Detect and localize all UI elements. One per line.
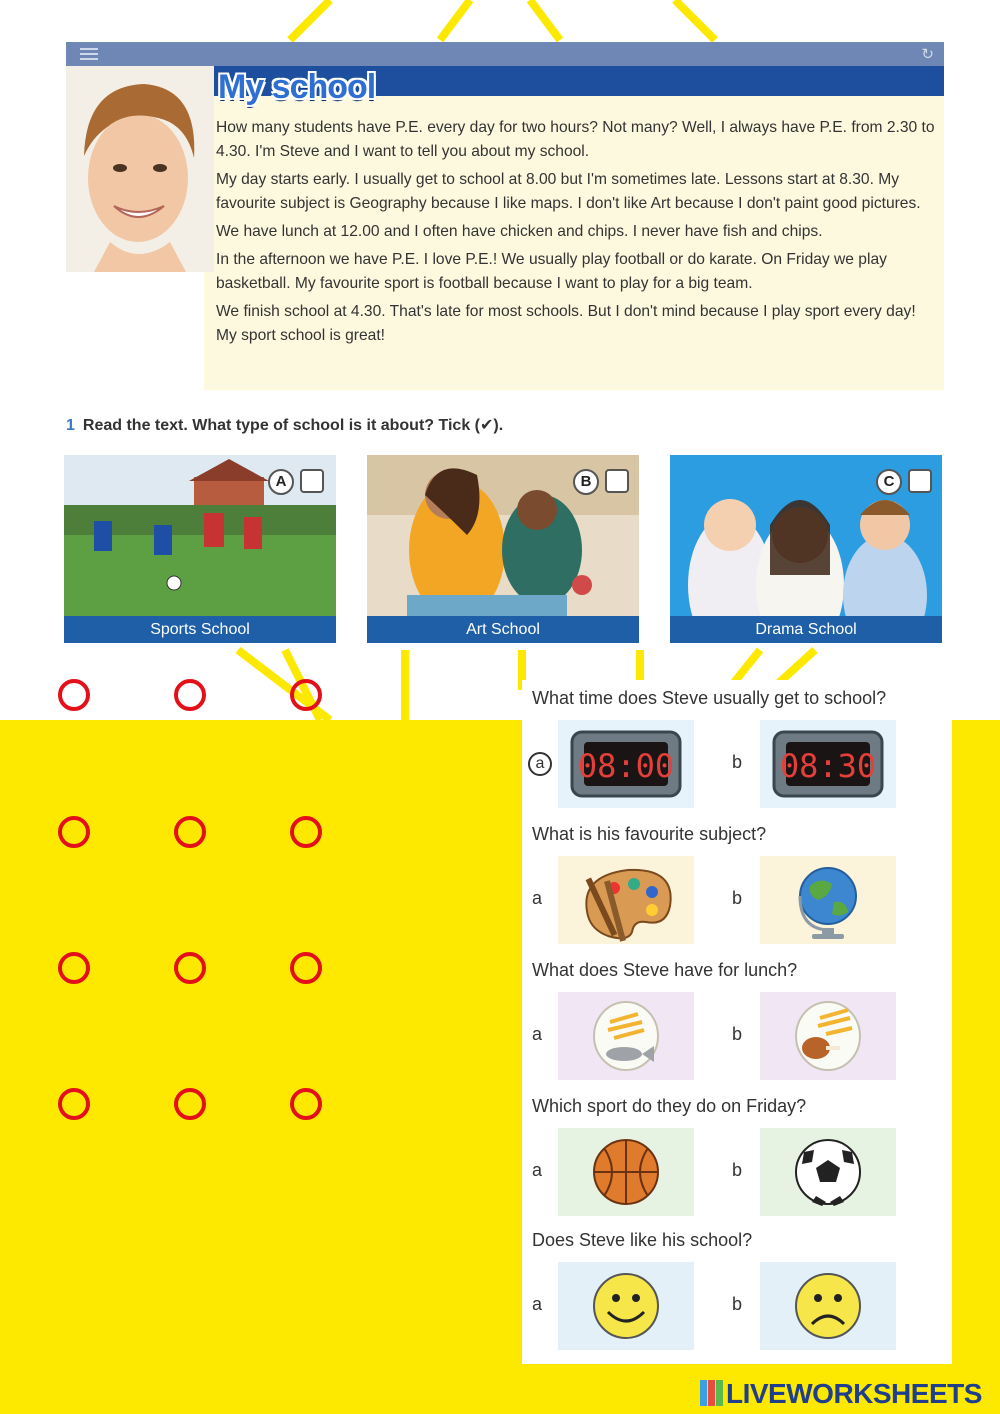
tick-box[interactable] (605, 469, 629, 493)
answer-circle[interactable] (290, 1088, 322, 1120)
school-caption: Sports School (64, 616, 336, 643)
answer-circle[interactable] (174, 679, 206, 711)
happy-face-icon (558, 1262, 694, 1350)
globe-icon (760, 856, 896, 944)
question-text: What does Steve have for lunch? (532, 960, 798, 980)
option-letter: A (268, 469, 294, 495)
brand-name: LIVEWORKSHEETS (726, 1378, 982, 1409)
option-label: b (732, 752, 743, 772)
question-text: What is his favourite subject? (532, 824, 767, 844)
answer-circle[interactable] (58, 952, 90, 984)
option-label: b (732, 1294, 743, 1314)
question-text: Does Steve like his school? (532, 1230, 753, 1250)
football-icon (760, 1128, 896, 1216)
questions-panel (522, 680, 952, 1364)
question-text: Which sport do they do on Friday? (532, 1096, 807, 1116)
option-label: a (532, 888, 543, 908)
option-letter: B (573, 469, 599, 495)
option-label: a (532, 1024, 543, 1044)
school-option-c (670, 455, 942, 643)
clock-display: 08:30 (779, 747, 877, 785)
exercise-number: 1 (66, 417, 75, 434)
school-option-a (64, 455, 336, 643)
clock-image (558, 720, 694, 808)
boy-photo (66, 66, 214, 272)
option-label: b (732, 888, 743, 908)
answer-circle[interactable] (174, 1088, 206, 1120)
sad-face-icon (760, 1262, 896, 1350)
option-label: b (732, 1024, 743, 1044)
reading-title: My school (218, 68, 376, 106)
answer-circle[interactable] (174, 816, 206, 848)
school-caption: Art School (367, 616, 639, 643)
option-label: a (532, 1294, 543, 1314)
school-option-b (367, 455, 639, 643)
answer-circle[interactable] (290, 816, 322, 848)
tick-box[interactable] (300, 469, 324, 493)
answer-circle[interactable] (58, 816, 90, 848)
chicken-and-chips-icon (760, 992, 896, 1080)
basketball-icon (558, 1128, 694, 1216)
sports-photo (64, 455, 336, 643)
option-letter: C (876, 469, 902, 495)
menu-icon[interactable] (80, 48, 98, 60)
paragraph: We have lunch at 12.00 and I often have chicken and chips. I never have fish and chips. (216, 223, 823, 240)
option-label: b (732, 1160, 743, 1180)
reading-card (66, 42, 944, 390)
answer-circle[interactable] (174, 952, 206, 984)
tick-box[interactable] (908, 469, 932, 493)
brand-logo-icon (700, 1380, 724, 1406)
answer-circle[interactable] (58, 1088, 90, 1120)
refresh-icon[interactable]: ↻ (921, 46, 934, 63)
clock-display: 08:00 (577, 747, 675, 785)
option-label: a (532, 1160, 543, 1180)
paragraph: We finish school at 4.30. That's late for most schools. But I don't mind because I play sport every day! My sport school is great! (216, 303, 916, 344)
paint-palette-icon (558, 856, 694, 944)
reading-text (216, 116, 938, 352)
clock-image (760, 720, 896, 808)
paragraph: In the afternoon we have P.E. I love P.E.! We usually play football or do karate. On Friday we play basketball. My favourite sport is football because I want to play for a big team. (216, 251, 887, 292)
school-caption: Drama School (670, 616, 942, 643)
question-text: What time does Steve usually get to school? (532, 688, 887, 708)
answer-circle[interactable] (58, 679, 90, 711)
card-toolbar (66, 42, 944, 66)
answer-circle[interactable] (290, 952, 322, 984)
fish-and-chips-icon (558, 992, 694, 1080)
paragraph: My day starts early. I usually get to school at 8.00 but I'm sometimes late. Lessons start at 8.30. My favourite subject is Geography because I like maps. I don't like Art because I don't paint good pictures. (216, 171, 921, 212)
option-label: a (528, 752, 552, 776)
paragraph: How many students have P.E. every day for two hours? Not many? Well, I always have P.E. from 2.30 to 4.30. I'm Steve and I want to tell you about my school. (216, 119, 935, 160)
liveworksheets-logo (700, 1378, 982, 1410)
instruction-text: Read the text. What type of school is it about? Tick (✔). (82, 417, 504, 434)
exercise-instruction (66, 415, 503, 435)
answer-circle[interactable] (290, 679, 322, 711)
